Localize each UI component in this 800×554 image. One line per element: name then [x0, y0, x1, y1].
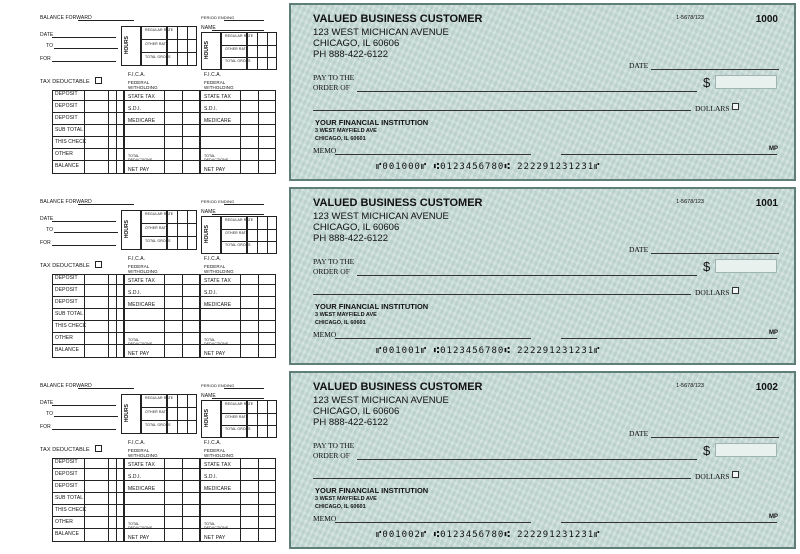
total-deductions-label: TOTAL DEDUCTIONS	[128, 154, 153, 162]
check-number: 1001	[755, 198, 778, 209]
security-features-icon	[732, 103, 739, 110]
tax-deductable-checkbox[interactable]	[95, 445, 102, 452]
total-deductions-label: TOTAL DEDUCTIONS	[128, 338, 153, 346]
dollar-sign: $	[703, 259, 711, 274]
hours-label-2: HOURS	[204, 41, 210, 60]
total-gross-label-2: TOTAL GROSS	[225, 59, 251, 63]
sdi-label-2: S.D.I.	[204, 106, 218, 112]
for-line[interactable]	[52, 429, 116, 430]
rates-box-1	[141, 26, 167, 66]
ledger-row-divider	[124, 504, 200, 505]
ledger-row-divider	[200, 344, 276, 345]
ledger-row-divider	[52, 136, 124, 137]
ledger-row-label: SUB TOTAL	[55, 495, 84, 501]
ledger-row-divider	[200, 528, 276, 529]
ledger-row-divider	[124, 136, 200, 137]
total-deductions-label: TOTAL DEDUCTIONS	[128, 522, 153, 530]
mp-label: MP	[769, 514, 778, 520]
hours-entry-2[interactable]	[247, 216, 277, 254]
medicare-label-2: MEDICARE	[204, 118, 232, 124]
regular-rate-label: REGULAR RATE	[145, 396, 174, 400]
ledger-row-divider	[124, 124, 200, 125]
date-line[interactable]	[52, 37, 116, 38]
order-of-label: ORDER OF	[313, 83, 350, 92]
company-address-line1: 123 WEST MICHICAN AVENUE	[313, 27, 449, 38]
bank-address-line2: CHICAGO, IL 60601	[315, 136, 366, 142]
tax-deductable-label: TAX DEDUCTABLE	[40, 447, 90, 453]
ledger-row-divider	[52, 148, 124, 149]
period-ending-label: PERIOD ENDING	[201, 15, 235, 20]
name-label: NAME	[201, 393, 216, 399]
ledger-row-label: OTHER	[55, 151, 73, 157]
ledger-row-divider	[124, 112, 200, 113]
signature-line[interactable]	[561, 522, 777, 523]
date-line[interactable]	[651, 253, 779, 254]
memo-line[interactable]	[335, 338, 531, 339]
bank-address-line2: CHICAGO, IL 60601	[315, 320, 366, 326]
net-pay-label-2: NET PAY	[204, 535, 226, 541]
amount-box[interactable]	[715, 75, 777, 89]
check-2	[289, 187, 796, 365]
amount-box[interactable]	[715, 443, 777, 457]
sdi-label: S.D.I.	[128, 290, 142, 296]
signature-line[interactable]	[561, 154, 777, 155]
other-rate-label: OTHER RATE	[145, 410, 169, 414]
total-deductions-label-2: TOTAL DEDUCTIONS	[204, 154, 229, 162]
ledger-row-label: DEPOSIT	[55, 91, 78, 97]
ledger-row-divider	[124, 344, 200, 345]
memo-line[interactable]	[335, 522, 531, 523]
fica-label-2: F.I.C.A.	[204, 256, 222, 262]
net-pay-label-2: NET PAY	[204, 167, 226, 173]
bank-address-line1: 3 WEST MAYFIELD AVE	[315, 312, 377, 318]
name-line[interactable]	[212, 30, 264, 31]
ledger-row-label: THIS CHECK	[55, 323, 87, 329]
dollar-sign: $	[703, 75, 711, 90]
check-number: 1002	[755, 382, 778, 393]
hours-entry-1[interactable]	[167, 210, 197, 250]
bank-name: YOUR FINANCIAL INSTITUTION	[315, 118, 429, 127]
company-phone: PH 888-422-6122	[313, 417, 388, 428]
ledger-row-divider	[124, 492, 200, 493]
other-rate-label-2: OTHER RATE	[225, 231, 249, 235]
ledger-row-label: DEPOSIT	[55, 471, 78, 477]
ledger-row-divider	[52, 284, 124, 285]
hours-entry-1[interactable]	[167, 394, 197, 434]
for-label: FOR	[40, 240, 51, 246]
bank-name: YOUR FINANCIAL INSTITUTION	[315, 302, 429, 311]
net-pay-label-2: NET PAY	[204, 351, 226, 357]
ledger-row-divider	[52, 308, 124, 309]
ledger-row-divider	[200, 296, 276, 297]
to-label: TO	[46, 411, 54, 417]
to-label: TO	[46, 227, 54, 233]
bank-name: YOUR FINANCIAL INSTITUTION	[315, 486, 429, 495]
ledger-row-label: BALANCE	[55, 163, 80, 169]
ledger-row-divider	[52, 296, 124, 297]
ledger-row-divider	[124, 528, 200, 529]
micr-line: ⑈001000⑈ ⑆0123456780⑆ 222291231231⑈	[376, 162, 601, 172]
fica-label: F.I.C.A.	[128, 440, 146, 446]
total-gross-label-2: TOTAL GROSS	[225, 243, 251, 247]
balance-forward-label: BALANCE FORWARD	[40, 15, 92, 21]
memo-label: MEMO	[313, 514, 337, 523]
routing-fraction: 1-5678/123	[676, 15, 704, 21]
regular-rate-label: REGULAR RATE	[145, 212, 174, 216]
for-label: FOR	[40, 424, 51, 430]
date-label: DATE	[629, 61, 649, 70]
hours-entry-1[interactable]	[167, 26, 197, 66]
tax-deductable-label: TAX DEDUCTABLE	[40, 263, 90, 269]
ledger-row-divider	[52, 332, 124, 333]
hours-label-2: HOURS	[204, 225, 210, 244]
ledger-row-label: SUB TOTAL	[55, 127, 84, 133]
period-ending-line[interactable]	[224, 388, 264, 389]
micr-line: ⑈001001⑈ ⑆0123456780⑆ 222291231231⑈	[376, 346, 601, 356]
company-address-line2: CHICAGO, IL 60606	[313, 406, 400, 417]
amount-words-line[interactable]	[313, 110, 691, 111]
mp-label: MP	[769, 146, 778, 152]
hours-entry-2[interactable]	[247, 32, 277, 70]
bank-address-line1: 3 WEST MAYFIELD AVE	[315, 496, 377, 502]
period-ending-label: PERIOD ENDING	[201, 199, 235, 204]
ledger-row-divider	[52, 480, 124, 481]
ledger-row-divider	[124, 100, 200, 101]
company-address-line1: 123 WEST MICHICAN AVENUE	[313, 395, 449, 406]
hours-label: HOURS	[124, 220, 130, 239]
ledger-row-divider	[200, 308, 276, 309]
ledger-row-label: DEPOSIT	[55, 103, 78, 109]
balance-forward-line[interactable]	[78, 20, 134, 21]
medicare-label: MEDICARE	[128, 118, 156, 124]
state-tax-label-2: STATE TAX	[204, 278, 231, 284]
ledger-row-divider	[52, 160, 124, 161]
total-gross-label-2: TOTAL GROSS	[225, 427, 251, 431]
balance-forward-line[interactable]	[78, 204, 134, 205]
routing-fraction: 1-5678/123	[676, 383, 704, 389]
ledger-row-divider	[124, 468, 200, 469]
fica-label: F.I.C.A.	[128, 72, 146, 78]
company-phone: PH 888-422-6122	[313, 49, 388, 60]
for-line[interactable]	[52, 245, 116, 246]
payee-line[interactable]	[357, 91, 697, 92]
ledger-row-divider	[200, 504, 276, 505]
federal-label: FEDERAL WITHOLDING	[128, 80, 158, 90]
ledger-row-divider	[200, 332, 276, 333]
check-3	[289, 371, 796, 549]
micr-line: ⑈001002⑈ ⑆0123456780⑆ 222291231231⑈	[376, 530, 601, 540]
ledger-row-divider	[200, 148, 276, 149]
balance-forward-label: BALANCE FORWARD	[40, 199, 92, 205]
security-features-icon	[732, 471, 739, 478]
federal-label-2: FEDERAL WITHOLDING	[204, 264, 234, 274]
ledger-row-label: DEPOSIT	[55, 459, 78, 465]
ledger-row-label: DEPOSIT	[55, 275, 78, 281]
company-address-line1: 123 WEST MICHICAN AVENUE	[313, 211, 449, 222]
ledger-row-label: SUB TOTAL	[55, 311, 84, 317]
to-line[interactable]	[54, 48, 118, 49]
ledger-row-divider	[124, 148, 200, 149]
balance-forward-line[interactable]	[78, 388, 134, 389]
ledger-row-divider	[52, 504, 124, 505]
ledger-row-divider	[124, 332, 200, 333]
ledger-row-label: OTHER	[55, 519, 73, 525]
date-label: DATE	[629, 245, 649, 254]
state-tax-label: STATE TAX	[128, 462, 155, 468]
date-line[interactable]	[52, 405, 116, 406]
security-features-icon	[732, 287, 739, 294]
regular-rate-label: REGULAR RATE	[145, 28, 174, 32]
ledger-row-divider	[200, 136, 276, 137]
date-line[interactable]	[651, 437, 779, 438]
federal-label: FEDERAL WITHOLDING	[128, 448, 158, 458]
name-label: NAME	[201, 209, 216, 215]
dollars-label: DOLLARS	[695, 472, 730, 481]
routing-fraction: 1-5678/123	[676, 199, 704, 205]
sdi-label-2: S.D.I.	[204, 290, 218, 296]
pay-to-label: PAY TO THE	[313, 73, 355, 82]
total-deductions-label-2: TOTAL DEDUCTIONS	[204, 522, 229, 530]
federal-label-2: FEDERAL WITHOLDING	[204, 448, 234, 458]
bank-address-line2: CHICAGO, IL 60601	[315, 504, 366, 510]
amount-box[interactable]	[715, 259, 777, 273]
company-phone: PH 888-422-6122	[313, 233, 388, 244]
check-stub-3	[0, 368, 288, 552]
to-line[interactable]	[54, 232, 118, 233]
ledger-row-divider	[124, 516, 200, 517]
ledger-row-divider	[52, 100, 124, 101]
hours-label: HOURS	[124, 404, 130, 423]
ledger-row-divider	[200, 320, 276, 321]
total-deductions-label-2: TOTAL DEDUCTIONS	[204, 338, 229, 346]
pay-to-label: PAY TO THE	[313, 441, 355, 450]
regular-rate-label-2: REGULAR RATE	[225, 34, 254, 38]
total-gross-label: TOTAL GROSS	[145, 55, 171, 59]
federal-label: FEDERAL WITHOLDING	[128, 264, 158, 274]
other-rate-label-2: OTHER RATE	[225, 47, 249, 51]
federal-label-2: FEDERAL WITHOLDING	[204, 80, 234, 90]
name-line[interactable]	[212, 398, 264, 399]
ledger-row-divider	[124, 284, 200, 285]
ledger-row-label: DEPOSIT	[55, 483, 78, 489]
ledger-row-divider	[52, 124, 124, 125]
ledger-row-divider	[200, 492, 276, 493]
date-label: DATE	[40, 32, 54, 38]
company-address-line2: CHICAGO, IL 60606	[313, 222, 400, 233]
ledger-row-divider	[52, 468, 124, 469]
ledger-row-label: BALANCE	[55, 347, 80, 353]
dollars-label: DOLLARS	[695, 288, 730, 297]
rates-box-1	[141, 394, 167, 434]
date-label: DATE	[629, 429, 649, 438]
company-name: VALUED BUSINESS CUSTOMER	[313, 13, 483, 25]
order-of-label: ORDER OF	[313, 267, 350, 276]
medicare-label: MEDICARE	[128, 486, 156, 492]
name-label: NAME	[201, 25, 216, 31]
bank-address-line1: 3 WEST MAYFIELD AVE	[315, 128, 377, 134]
ledger-row-divider	[52, 112, 124, 113]
sdi-label: S.D.I.	[128, 106, 142, 112]
ledger-row-label: THIS CHECK	[55, 507, 87, 513]
payee-line[interactable]	[357, 459, 697, 460]
ledger-row-label: DEPOSIT	[55, 287, 78, 293]
ledger-row-divider	[200, 112, 276, 113]
pay-to-label: PAY TO THE	[313, 257, 355, 266]
ledger-row-divider	[52, 492, 124, 493]
ledger-row-divider	[200, 160, 276, 161]
amount-words-line[interactable]	[313, 478, 691, 479]
check-stub-1	[0, 0, 288, 184]
to-line[interactable]	[54, 416, 118, 417]
tax-deductable-checkbox[interactable]	[95, 77, 102, 84]
for-label: FOR	[40, 56, 51, 62]
date-line[interactable]	[651, 69, 779, 70]
to-label: TO	[46, 43, 54, 49]
memo-label: MEMO	[313, 146, 337, 155]
ledger-row-divider	[124, 296, 200, 297]
ledger-row-label: DEPOSIT	[55, 115, 78, 121]
other-rate-label: OTHER RATE	[145, 42, 169, 46]
state-tax-label: STATE TAX	[128, 94, 155, 100]
regular-rate-label-2: REGULAR RATE	[225, 218, 254, 222]
date-label: DATE	[40, 216, 54, 222]
dollars-label: DOLLARS	[695, 104, 730, 113]
company-name: VALUED BUSINESS CUSTOMER	[313, 197, 483, 209]
check-1	[289, 3, 796, 181]
net-pay-label: NET PAY	[128, 535, 150, 541]
date-line[interactable]	[52, 221, 116, 222]
ledger-row-label: BALANCE	[55, 531, 80, 537]
payee-line[interactable]	[357, 275, 697, 276]
ledger-row-divider	[200, 468, 276, 469]
dollar-sign: $	[703, 443, 711, 458]
ledger-row-divider	[200, 516, 276, 517]
hours-label-2: HOURS	[204, 409, 210, 428]
company-name: VALUED BUSINESS CUSTOMER	[313, 381, 483, 393]
hours-label: HOURS	[124, 36, 130, 55]
date-label: DATE	[40, 400, 54, 406]
ledger-row-divider	[200, 124, 276, 125]
sdi-label: S.D.I.	[128, 474, 142, 480]
memo-label: MEMO	[313, 330, 337, 339]
tax-deductable-label: TAX DEDUCTABLE	[40, 79, 90, 85]
state-tax-label-2: STATE TAX	[204, 94, 231, 100]
ledger-row-divider	[200, 480, 276, 481]
ledger-row-divider	[52, 320, 124, 321]
ledger-row-divider	[124, 160, 200, 161]
total-gross-label: TOTAL GROSS	[145, 239, 171, 243]
ledger-row-divider	[200, 284, 276, 285]
order-of-label: ORDER OF	[313, 451, 350, 460]
state-tax-label: STATE TAX	[128, 278, 155, 284]
rates-box-1	[141, 210, 167, 250]
ledger-row-divider	[124, 308, 200, 309]
fica-label-2: F.I.C.A.	[204, 440, 222, 446]
ledger-row-divider	[200, 100, 276, 101]
ledger-row-divider	[52, 528, 124, 529]
net-pay-label: NET PAY	[128, 167, 150, 173]
fica-label-2: F.I.C.A.	[204, 72, 222, 78]
ledger-row-label: THIS CHECK	[55, 139, 87, 145]
hours-entry-2[interactable]	[247, 400, 277, 438]
ledger-row-label: OTHER	[55, 335, 73, 341]
name-line[interactable]	[212, 214, 264, 215]
medicare-label: MEDICARE	[128, 302, 156, 308]
mp-label: MP	[769, 330, 778, 336]
memo-line[interactable]	[335, 154, 531, 155]
medicare-label-2: MEDICARE	[204, 302, 232, 308]
period-ending-line[interactable]	[224, 204, 264, 205]
period-ending-line[interactable]	[224, 20, 264, 21]
fica-label: F.I.C.A.	[128, 256, 146, 262]
state-tax-label-2: STATE TAX	[204, 462, 231, 468]
signature-line[interactable]	[561, 338, 777, 339]
ledger-row-divider	[124, 320, 200, 321]
check-number: 1000	[755, 14, 778, 25]
tax-deductable-checkbox[interactable]	[95, 261, 102, 268]
ledger-row-divider	[124, 480, 200, 481]
ledger-row-divider	[52, 516, 124, 517]
ledger-row-label: DEPOSIT	[55, 299, 78, 305]
net-pay-label: NET PAY	[128, 351, 150, 357]
sdi-label-2: S.D.I.	[204, 474, 218, 480]
total-gross-label: TOTAL GROSS	[145, 423, 171, 427]
amount-words-line[interactable]	[313, 294, 691, 295]
for-line[interactable]	[52, 61, 116, 62]
other-rate-label: OTHER RATE	[145, 226, 169, 230]
company-address-line2: CHICAGO, IL 60606	[313, 38, 400, 49]
balance-forward-label: BALANCE FORWARD	[40, 383, 92, 389]
other-rate-label-2: OTHER RATE	[225, 415, 249, 419]
ledger-row-divider	[52, 344, 124, 345]
check-stub-2	[0, 184, 288, 368]
medicare-label-2: MEDICARE	[204, 486, 232, 492]
period-ending-label: PERIOD ENDING	[201, 383, 235, 388]
regular-rate-label-2: REGULAR RATE	[225, 402, 254, 406]
